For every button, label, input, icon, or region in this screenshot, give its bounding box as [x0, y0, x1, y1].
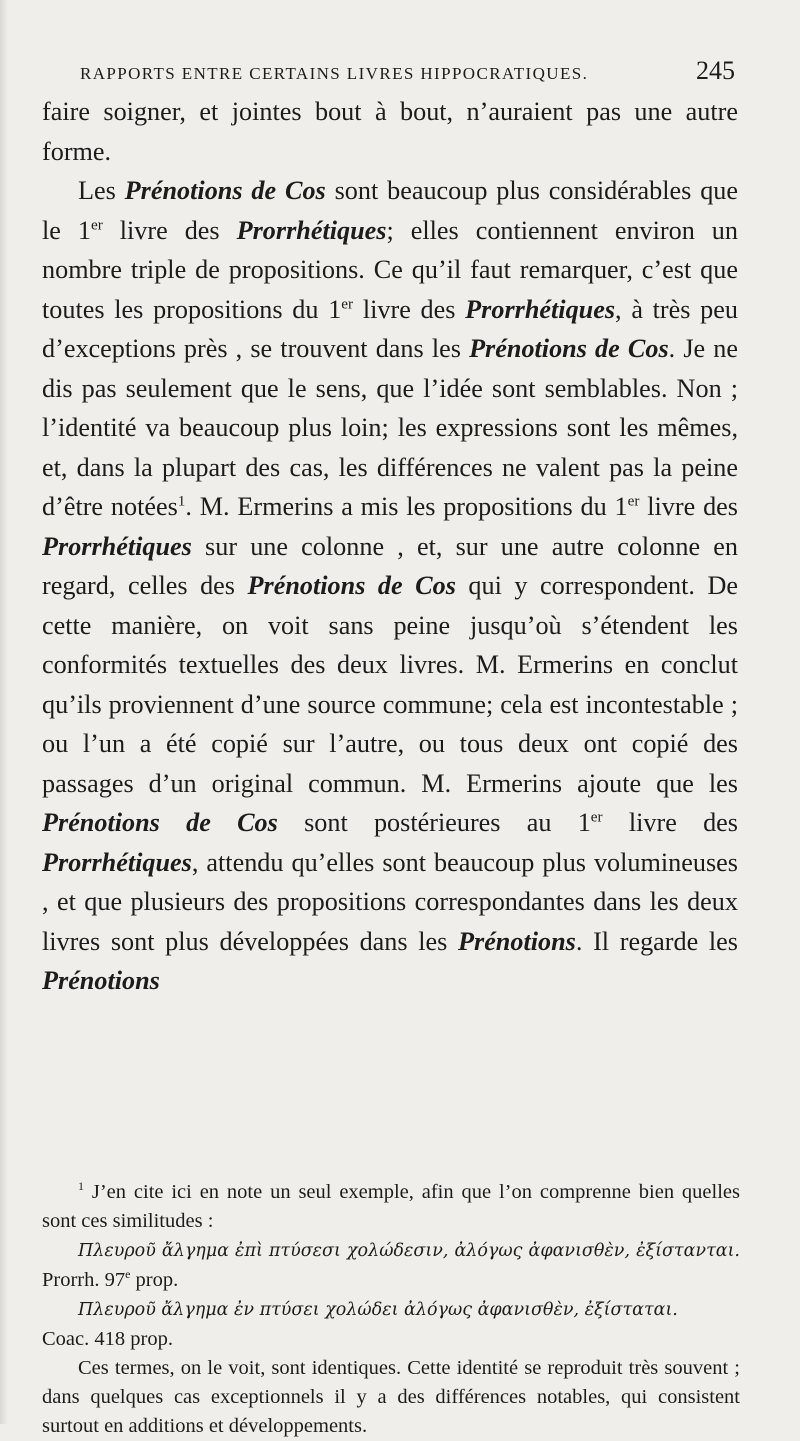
text-run: , attendu qu’elles sont beaucoup plus volumineuses , et que plusieurs des propositions correspondantes dans les deux livres sont plus développées dans les: [42, 847, 738, 956]
text-run: Les: [78, 176, 125, 205]
main-text: [42, 92, 738, 1001]
greek-quote-prorrhetic: Πλευροῦ ἄλγημα ἐπὶ πτύσεσι χολώδεσιν, ἀλόγως ἀφανισθὲν, ἐξίστανται.: [78, 1240, 740, 1261]
work-title: Prénotions de Cos: [42, 808, 278, 837]
text-run: . Je ne dis pas seulement que le sens, que l’idée sont semblables. Non ; l’identité va beaucoup plus loin; les expressions sont les mêmes, et, dans la plupart des cas, les différences ne valent pas la peine d’être notées: [42, 334, 738, 521]
footnote-conclusion: Ces termes, on le voit, sont identiques. Cette identité se reproduit très souvent ; dans quelques cas exceptionnels il y a des différences notables, qui consistent surtout en additions et développements.: [42, 1356, 740, 1437]
ordinal-suffix: er: [341, 294, 354, 312]
text-run: livre des: [602, 808, 738, 837]
page-number: 245: [696, 56, 735, 85]
work-title: Prénotions de Cos: [469, 334, 669, 363]
footnote-intro-text: J’en cite ici en note un seul exemple, afin que l’on comprenne bien quelles sont ces similitudes :: [42, 1180, 741, 1232]
paragraph-prenotions: [42, 171, 738, 1001]
text-run: sont postérieures au 1: [277, 808, 591, 837]
prorrhetic-quote: [42, 1236, 740, 1295]
work-title: Prénotions: [42, 966, 160, 995]
work-title: Prénotions de Cos: [247, 571, 456, 600]
footnote-reference: 1: [177, 492, 186, 510]
paragraph-continuation: faire soigner, et jointes bout à bout, n’auraient pas une autre forme.: [42, 97, 738, 166]
text-run: livre des: [639, 492, 738, 521]
running-title: RAPPORTS ENTRE CERTAINS LIVRES HIPPOCRATIQUES.: [80, 64, 589, 83]
ordinal-suffix: er: [90, 215, 103, 233]
coac-quote: [42, 1295, 740, 1354]
work-title: Prorrhétiques: [42, 847, 192, 877]
running-head: [80, 56, 735, 86]
proposition-suffix: e: [125, 1267, 131, 1281]
footnote-intro: [42, 1172, 740, 1236]
footnote-marker: 1: [78, 1179, 84, 1193]
text-run: , à très peu d’exceptions près , se trouvent dans les: [42, 294, 738, 363]
ordinal-suffix: er: [590, 808, 603, 826]
text-run: livre des: [102, 215, 237, 245]
prorrhetic-reference: Prorrh. 97: [42, 1268, 126, 1291]
text-run: ; elles contiennent environ un nombre triple de propositions. Ce qu’il faut remarquer, c’est que toutes les propositions du 1: [42, 215, 738, 324]
page-edge-shadow: [0, 0, 8, 1424]
footnote: [42, 1172, 740, 1441]
text-run: . M. Ermerins a mis les propositions du 1: [185, 492, 628, 521]
text-run: qui y correspondent. De cette manière, on voit sans peine jusqu’où s’étendent les conformités textuelles des deux livres. M. Ermerins en conclut qu’ils proviennent d’une source commune; cela est incontestable ; ou l’un a été copié sur l’autre, ou tous deux ont copié des passages d’un original commun. M. Ermerins ajoute que les: [42, 571, 738, 798]
text-run: livre des: [353, 294, 466, 324]
text-run: sur une colonne , et, sur une autre colonne en regard, celles des: [42, 531, 738, 600]
coac-reference: Coac. 418 prop.: [42, 1327, 173, 1350]
greek-quote-coac: Πλευροῦ ἄλγημα ἐν πτύσει χολώδει ἀλόγως ἀφανισθὲν, ἐξίσταται.: [78, 1299, 678, 1320]
work-title: Prénotions: [458, 926, 576, 956]
text-run: sont beaucoup plus considérables que le 1: [42, 176, 739, 245]
prorrhetic-reference-tail: prop.: [130, 1268, 179, 1291]
work-title: Prorrhétiques: [236, 215, 387, 245]
work-title: Prénotions de Cos: [124, 176, 326, 205]
text-run: . Il regarde les: [575, 926, 738, 956]
work-title: Prorrhétiques: [465, 294, 616, 324]
work-title: Prorrhétiques: [42, 531, 192, 561]
ordinal-suffix: er: [627, 492, 640, 510]
